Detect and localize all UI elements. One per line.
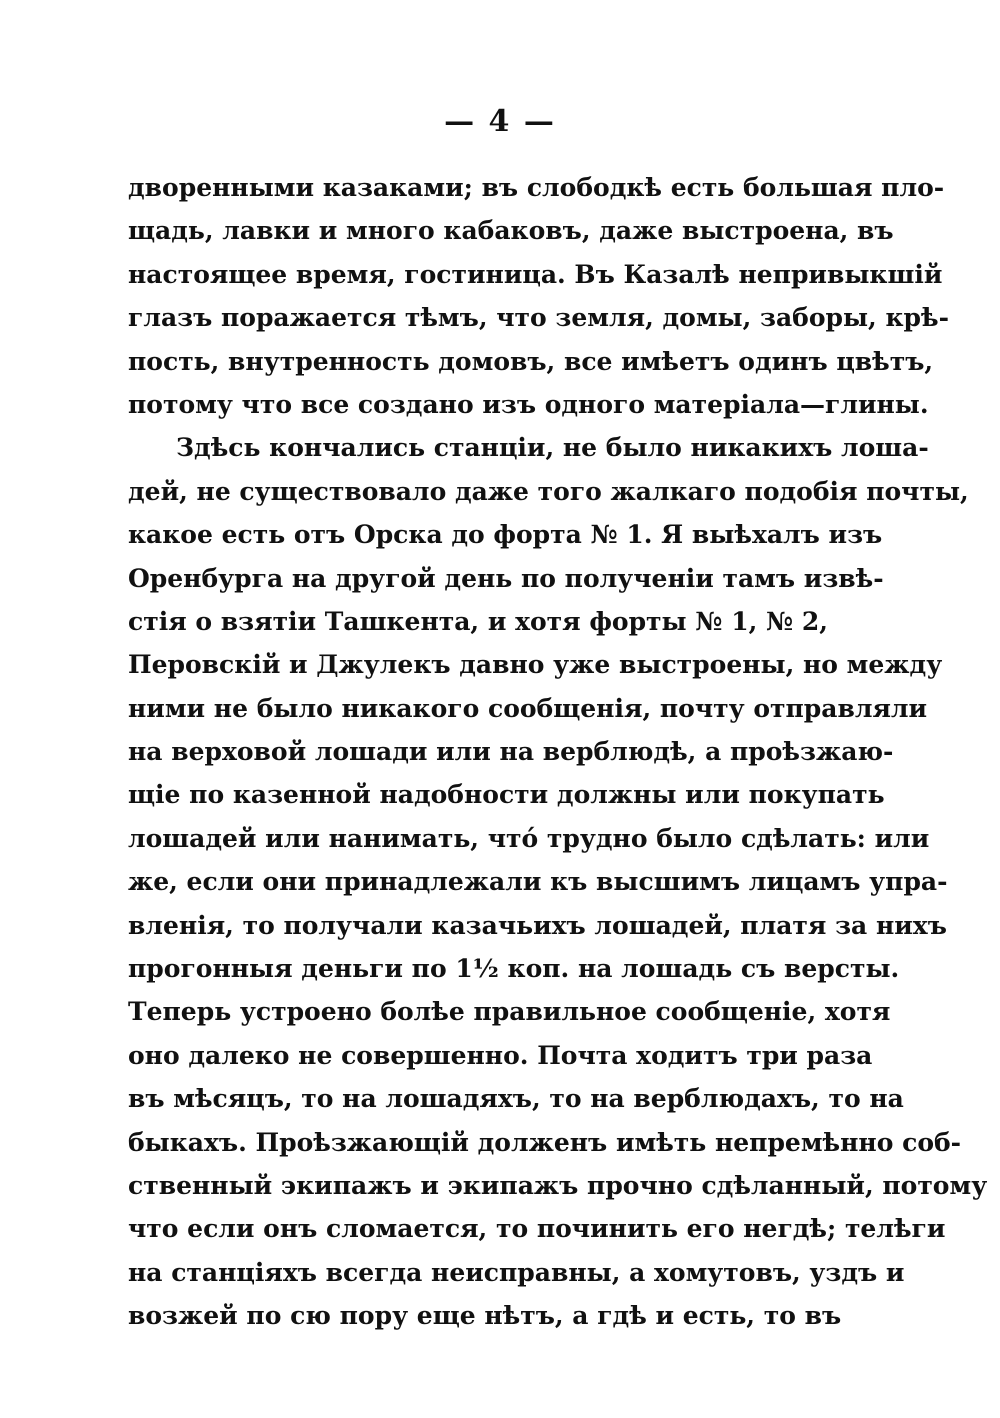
text-line: настоящее время, гостиница. Въ Казалѣ непривыкшій bbox=[128, 259, 943, 289]
text-line: Оренбурга на другой день по полученіи тамъ извѣ- bbox=[128, 563, 884, 593]
text-line: потому что все создано изъ одного матеріала—глины. bbox=[128, 389, 929, 419]
text-line: на верховой лошади или на верблюдѣ, а проѣзжаю- bbox=[128, 737, 894, 767]
text-line: на станціяхъ всегда неисправны, а хомутовъ, уздъ и bbox=[128, 1257, 905, 1287]
text-line: Теперь устроено болѣе правильное сообщеніе, хотя bbox=[128, 997, 891, 1027]
text-line: оно далеко не совершенно. Почта ходитъ три раза bbox=[128, 1040, 873, 1070]
text-line: стія о взятіи Ташкента, и хотя форты № 1, № 2, bbox=[128, 606, 828, 636]
text-line: дей, не существовало даже того жалкаго подобія почты, bbox=[128, 476, 969, 506]
text-line: прогонныя деньги по 1½ коп. на лошадь съ версты. bbox=[128, 954, 900, 984]
text-line: что если онъ сломается, то починить его негдѣ; телѣги bbox=[128, 1214, 946, 1244]
text-line: Перовскій и Джулекъ давно уже выстроены, но между bbox=[128, 650, 943, 680]
text-line: дворенными казаками; въ слободкѣ есть большая пло- bbox=[128, 173, 945, 202]
text-line: въ мѣсяцъ, то на лошадяхъ, то на верблюдахъ, то на bbox=[128, 1084, 904, 1114]
text-line: глазъ поражается тѣмъ, что земля, домы, заборы, крѣ- bbox=[128, 303, 949, 333]
text-line: щіе по казенной надобности должны или покупать bbox=[128, 780, 885, 810]
text-line: ственный экипажъ и экипажъ прочно сдѣланный, потому bbox=[128, 1170, 988, 1200]
text-line: пость, внутренность домовъ, все имѣетъ одинъ цвѣтъ, bbox=[128, 346, 934, 376]
body-text bbox=[128, 166, 988, 1338]
text-line: щадь, лавки и много кабаковъ, даже выстроена, въ bbox=[128, 216, 894, 246]
text-line: быкахъ. Проѣзжающій долженъ имѣть непремѣнно соб- bbox=[128, 1127, 962, 1157]
text-line: же, если они принадлежали къ высшимъ лицамъ упра- bbox=[128, 867, 948, 897]
text-line: вленія, то получали казачьихъ лошадей, платя за нихъ bbox=[128, 910, 947, 940]
text-line: лошадей или нанимать, что́ трудно было сдѣлать: или bbox=[128, 823, 930, 853]
text-line: Здѣсь кончались станціи, не было никакихъ лошa- bbox=[176, 433, 929, 463]
text-line: возжей по сю пору еще нѣтъ, а гдѣ и есть, то въ bbox=[128, 1301, 842, 1331]
page-number: — 4 — bbox=[444, 104, 556, 139]
text-line: ними не было никакого сообщенія, почту отправляли bbox=[128, 693, 928, 723]
text-line: какое есть отъ Орска до форта № 1. Я выѣхалъ изъ bbox=[128, 520, 883, 550]
